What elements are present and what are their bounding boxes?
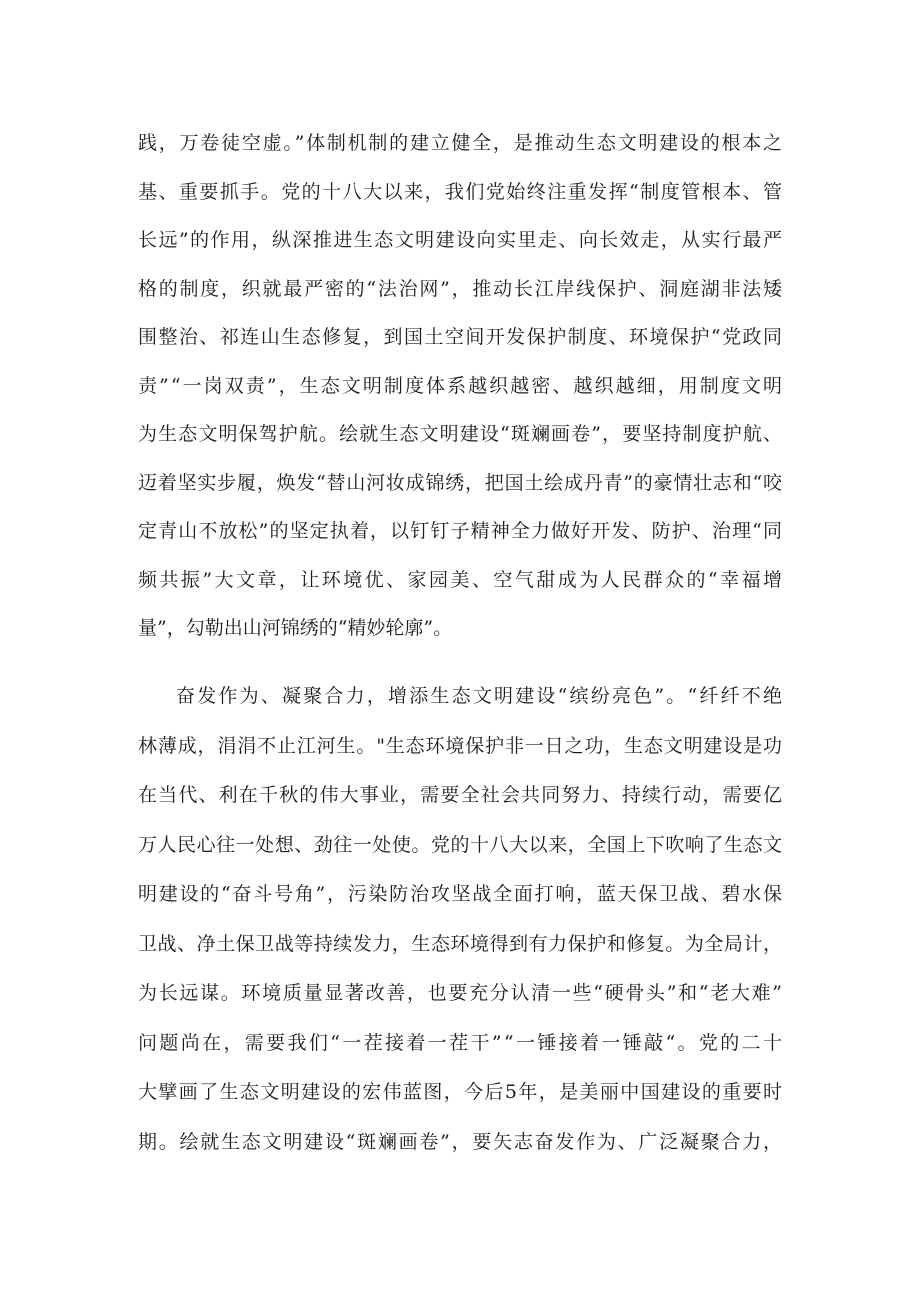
text-line: 责”“一岗双责”，生态文明制度体系越织越密、越织越细，用制度文明 [138,374,785,397]
text-line: 问题尚在，需要我们“一茬接着一茬干”“一锤接着一锤敲“。党的二十 [138,1031,785,1054]
text-line: 林薄成，涓涓不止江河生。"生态环境保护非一日之功，生态文明建设是功 [138,734,783,757]
paragraph-2 [138,672,785,1167]
paragraph-1 [138,119,785,653]
text-line: 为长远谋。环境质量显著改善，也要充分认清一些“硬骨头”和“老大难” [138,982,784,1004]
text-line: 定青山不放松”的坚定执着，以钉钉子精神全力做好开发、防护、治理“同 [138,520,784,542]
text-line: 万人民心往一处想、劲往一处使。党的十八大以来，全国上下吹响了生态文 [138,833,783,856]
text-line: 格的制度，织就最严密的“法治网”，推动长江岸线保护、洞庭湖非法矮 [138,277,784,300]
text-line: 卫战、净土保卫战等持续发力，生态环境得到有力保护和修复。为全局计， [138,932,783,955]
text-line: 在当代、利在千秋的伟大事业，需要全社会共同努力、持续行动，需要亿 [138,784,784,806]
text-line: 长远”的作用，纵深推进生态文明建设向实里走、向长效走，从实行最严 [138,229,784,251]
text-line: 基、重要抓手。党的十八大以来，我们党始终注重发挥“制度管根本、管 [138,180,784,203]
text-line: 迈着坚实步履，焕发“替山河妆成锦绣，把国土绘成丹青”的豪情壮志和“咬 [138,471,783,494]
text-line: 践，万卷徒空虚。”体制机制的建立健全，是推动生态文明建设的根本之 [138,132,784,154]
text-line: 明建设的“奋斗号角”，污染防治攻坚战全面打响，蓝天保卫战、碧水保 [138,883,784,905]
text-line: 期。绘就生态文明建设“斑斓画卷”，要矢志奋发作为、广泛凝聚合力， [138,1130,784,1153]
text-line: 大擘画了生态文明建设的宏伟蓝图，今后5年，是美丽中国建设的重要时 [138,1081,784,1103]
text-line: 为生态文明保驾护航。绘就生态文明建设“斑斓画卷”，要坚持制度护航、 [138,423,784,445]
text-line: 频共振”大文章，让环境优、家园美、空气甜成为人民群众的“幸福增 [138,568,785,591]
text-line: 围整治、祁连山生态修复，到国土空间开发保护制度、环境保护“党政同 [138,326,784,348]
text-line-first-indented: 奋发作为、凝聚合力，增添生态文明建设“缤纷亮色”。“纤纤不绝 [176,685,785,707]
text-line-last: 量”，勾勒出山河锦绣的“精妙轮廓”。 [138,617,453,639]
